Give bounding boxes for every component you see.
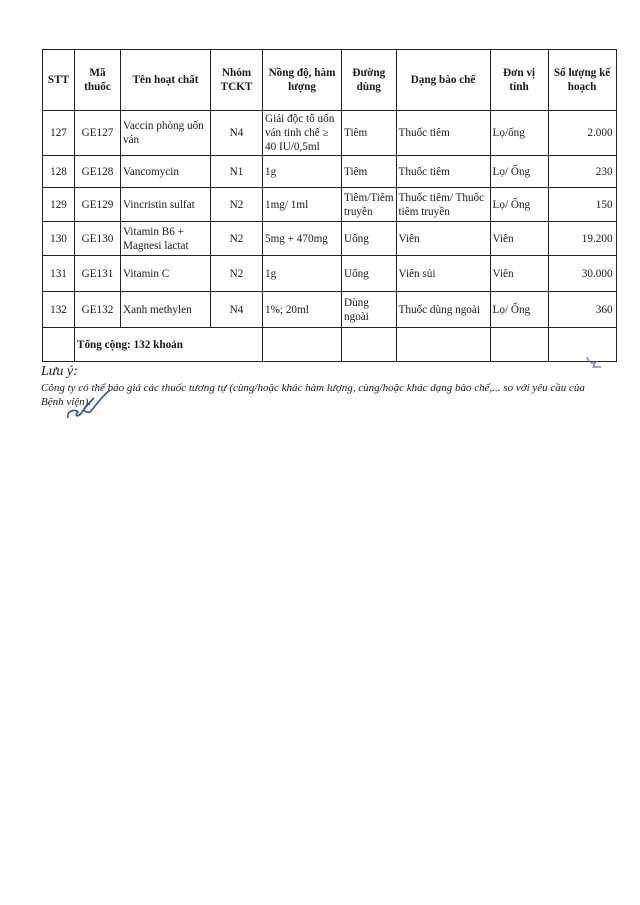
header-stt: STT [43, 50, 75, 111]
cell-ma-thuoc: GE130 [75, 222, 121, 256]
cell-ten-hoat-chat: Xanh methylen [121, 292, 211, 328]
cell-don-vi-tinh: Lọ/ Ống [490, 188, 548, 222]
header-nhom-tckt: Nhóm TCKT [211, 50, 263, 111]
cell-nhom-tckt: N4 [211, 111, 263, 156]
cell-duong-dung: Tiêm [342, 156, 397, 188]
table-row [43, 188, 617, 222]
cell-nhom-tckt: N4 [211, 292, 263, 328]
cell-so-luong: 2.000 [548, 111, 616, 156]
cell-so-luong: 150 [548, 188, 616, 222]
cell-dang-bao-che: Thuốc dùng ngoài [396, 292, 490, 328]
cell-nong-do: 1%; 20ml [263, 292, 342, 328]
table-row [43, 256, 617, 292]
cell-stt: 127 [43, 111, 75, 156]
total-empty-cell [548, 328, 616, 362]
signature-icon [64, 388, 114, 424]
table-row [43, 156, 617, 188]
cell-duong-dung: Uống [342, 256, 397, 292]
cell-nong-do: 1g [263, 156, 342, 188]
cell-don-vi-tinh: Lọ/ Ống [490, 292, 548, 328]
cell-duong-dung: Tiêm [342, 111, 397, 156]
cell-nong-do: 1g [263, 256, 342, 292]
cell-dang-bao-che: Thuốc tiêm [396, 156, 490, 188]
cell-ma-thuoc: GE129 [75, 188, 121, 222]
header-nong-do: Nồng độ, hàm lượng [263, 50, 342, 111]
cell-ma-thuoc: GE131 [75, 256, 121, 292]
cell-nhom-tckt: N2 [211, 256, 263, 292]
cell-don-vi-tinh: Viên [490, 256, 548, 292]
cell-stt: 132 [43, 292, 75, 328]
cell-stt: 129 [43, 188, 75, 222]
cell-nong-do: Giải độc tố uốn ván tinh chế ≥ 40 IU/0,5ml [263, 111, 342, 156]
total-empty-cell [342, 328, 397, 362]
cell-so-luong: 230 [548, 156, 616, 188]
cell-so-luong: 30.000 [548, 256, 616, 292]
header-dang-bao-che: Dạng bào chế [396, 50, 490, 111]
total-empty-cell [263, 328, 342, 362]
table-row [43, 111, 617, 156]
cell-stt: 131 [43, 256, 75, 292]
cell-duong-dung: Tiêm/Tiêm truyền [342, 188, 397, 222]
total-label: Tổng cộng: 132 khoản [75, 328, 263, 362]
note-text: Công ty có thể báo giá các thuốc tương tự (cùng/hoặc khác hàm lượng, cùng/hoặc khác dạng bào chế,... so với yêu cầu của Bệnh viện). [41, 382, 585, 408]
cell-ten-hoat-chat: Vitamin B6 + Magnesi lactat [121, 222, 211, 256]
initials-mark-icon [585, 355, 605, 371]
table-row [43, 222, 617, 256]
cell-so-luong: 19.200 [548, 222, 616, 256]
cell-ma-thuoc: GE127 [75, 111, 121, 156]
total-empty-cell [490, 328, 548, 362]
cell-ten-hoat-chat: Vancomycin [121, 156, 211, 188]
cell-ten-hoat-chat: Vitamin C [121, 256, 211, 292]
cell-dang-bao-che: Thuốc tiêm/ Thuốc tiêm truyền [396, 188, 490, 222]
cell-dang-bao-che: Viên [396, 222, 490, 256]
header-duong-dung: Đường dùng [342, 50, 397, 111]
header-so-luong: Số lượng kế hoạch [548, 50, 616, 111]
cell-nong-do: 1mg/ 1ml [263, 188, 342, 222]
cell-don-vi-tinh: Viên [490, 222, 548, 256]
cell-nong-do: 5mg + 470mg [263, 222, 342, 256]
table-header-row [43, 50, 617, 111]
drug-plan-table [42, 49, 617, 362]
cell-nhom-tckt: N2 [211, 222, 263, 256]
header-don-vi-tinh: Đơn vị tính [490, 50, 548, 111]
cell-dang-bao-che: Viên sủi [396, 256, 490, 292]
cell-stt: 130 [43, 222, 75, 256]
cell-so-luong: 360 [548, 292, 616, 328]
cell-don-vi-tinh: Lọ/ống [490, 111, 548, 156]
cell-ma-thuoc: GE132 [75, 292, 121, 328]
header-ma-thuoc: Mã thuốc [75, 50, 121, 111]
note-title: Lưu ý: [41, 364, 78, 379]
cell-ten-hoat-chat: Vaccin phòng uốn ván [121, 111, 211, 156]
cell-ma-thuoc: GE128 [75, 156, 121, 188]
table-row [43, 292, 617, 328]
total-empty-cell [396, 328, 490, 362]
total-empty-cell [43, 328, 75, 362]
cell-ten-hoat-chat: Vincristin sulfat [121, 188, 211, 222]
total-row [43, 328, 617, 362]
header-ten-hoat-chat: Tên hoạt chất [121, 50, 211, 111]
cell-dang-bao-che: Thuốc tiêm [396, 111, 490, 156]
cell-duong-dung: Uống [342, 222, 397, 256]
cell-duong-dung: Dùng ngoài [342, 292, 397, 328]
cell-nhom-tckt: N1 [211, 156, 263, 188]
cell-nhom-tckt: N2 [211, 188, 263, 222]
cell-stt: 128 [43, 156, 75, 188]
cell-don-vi-tinh: Lọ/ Ống [490, 156, 548, 188]
